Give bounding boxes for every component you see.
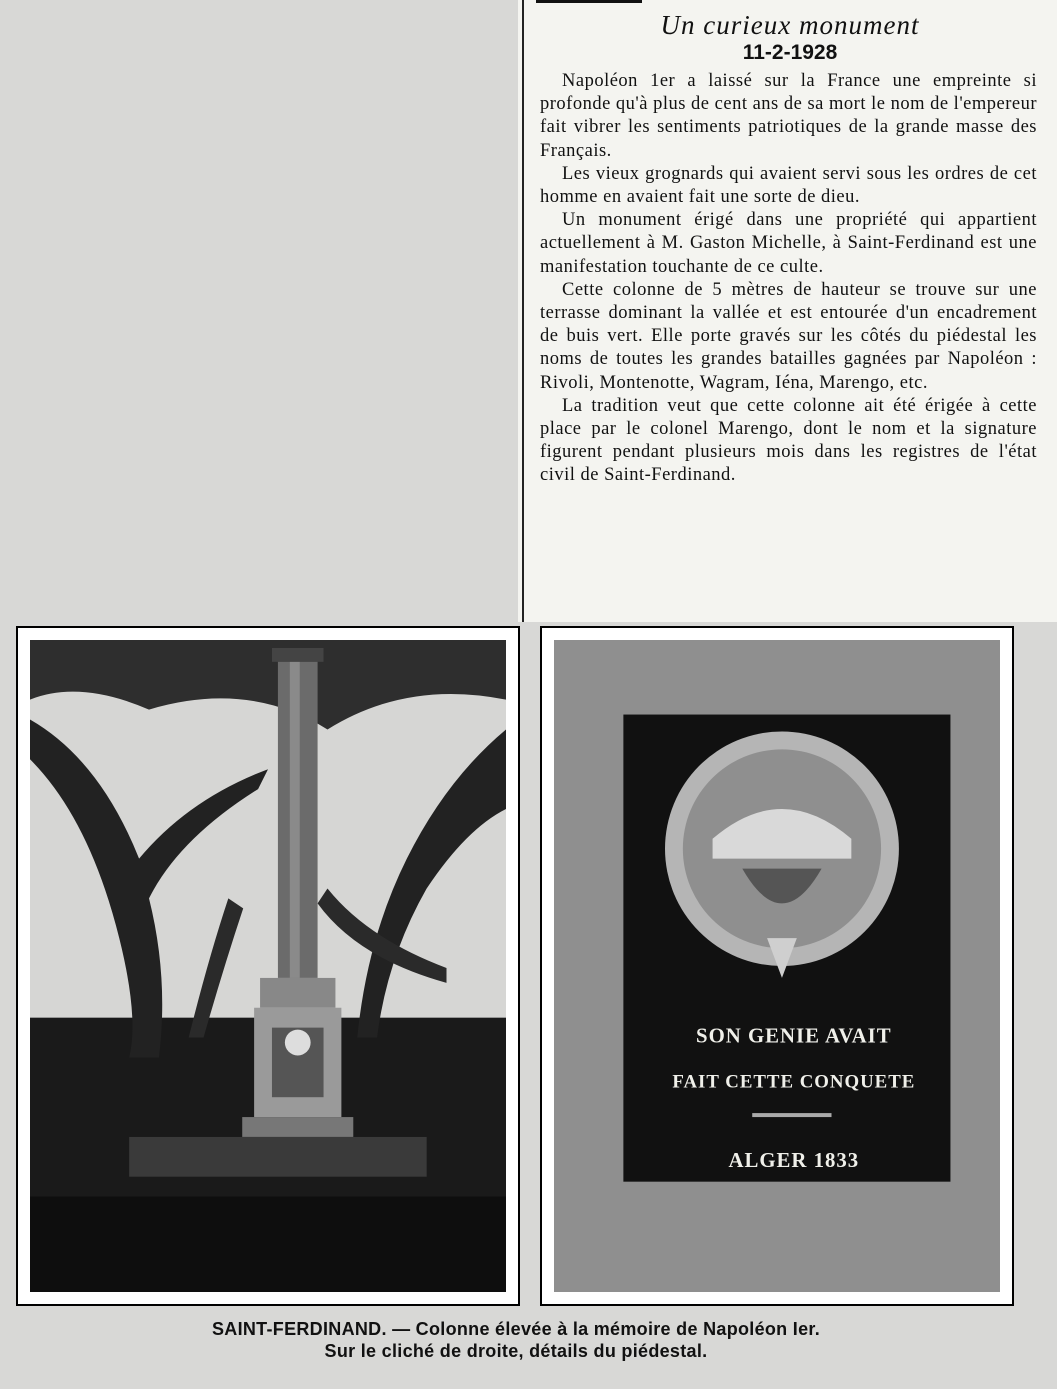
inscription-line-2: FAIT CETTE CONQUETE xyxy=(672,1071,916,1093)
caption-line-2: Sur le cliché de droite, détails du piédestal. xyxy=(324,1341,708,1361)
paragraph-4: Cette colonne de 5 mètres de hauteur se trouve sur une terrasse dominant la vallée et est entourée d'un encadrement de buis vert. Elle porte gravés sur les côtés du piédestal les noms de toutes les grandes batailles gagnées par Napoléon : Rivoli, Montenotte, Wagram, Iéna, Marengo, etc. xyxy=(540,279,1037,393)
column-rule xyxy=(522,0,524,622)
photo-caption xyxy=(16,1318,1016,1362)
top-rule xyxy=(536,0,642,3)
column-photo-image xyxy=(30,640,506,1292)
article-body xyxy=(540,70,1037,488)
pedestal-photo-image xyxy=(554,640,1000,1292)
inscription-line-1: SON GENIE AVAIT xyxy=(696,1023,892,1048)
inscription-line-3: ALGER 1833 xyxy=(728,1147,860,1172)
article-title: Un curieux monument xyxy=(660,10,920,40)
pedestal-photo xyxy=(540,626,1014,1306)
paragraph-3: Un monument érigé dans une propriété qui appartient actuellement à M. Gaston Michelle, à Saint-Ferdinand est une manifestation touchante de ce culte. xyxy=(540,210,1037,277)
paragraph-1: Napoléon 1er a laissé sur la France une empreinte si profonde qu'à plus de cent ans de sa mort le nom de l'empereur fait vibrer les sentiments patriotiques de la grande masse des Français. xyxy=(540,71,1037,161)
caption-line-1: SAINT-FERDINAND. — Colonne élevée à la mémoire de Napoléon Ier. xyxy=(211,1319,821,1339)
article-date: 11-2-1928 xyxy=(742,41,838,64)
paragraph-2: Les vieux grognards qui avaient servi sous les ordres de cet homme en avaient fait une sorte de dieu. xyxy=(540,163,1037,208)
column-photo xyxy=(16,626,520,1306)
paragraph-5: La tradition veut que cette colonne ait été érigée à cette place par le colonel Marengo, dont le nom et la signature figurent pendant plusieurs mois dans les registres de l'état civil de Saint-Ferdinand. xyxy=(540,395,1037,486)
